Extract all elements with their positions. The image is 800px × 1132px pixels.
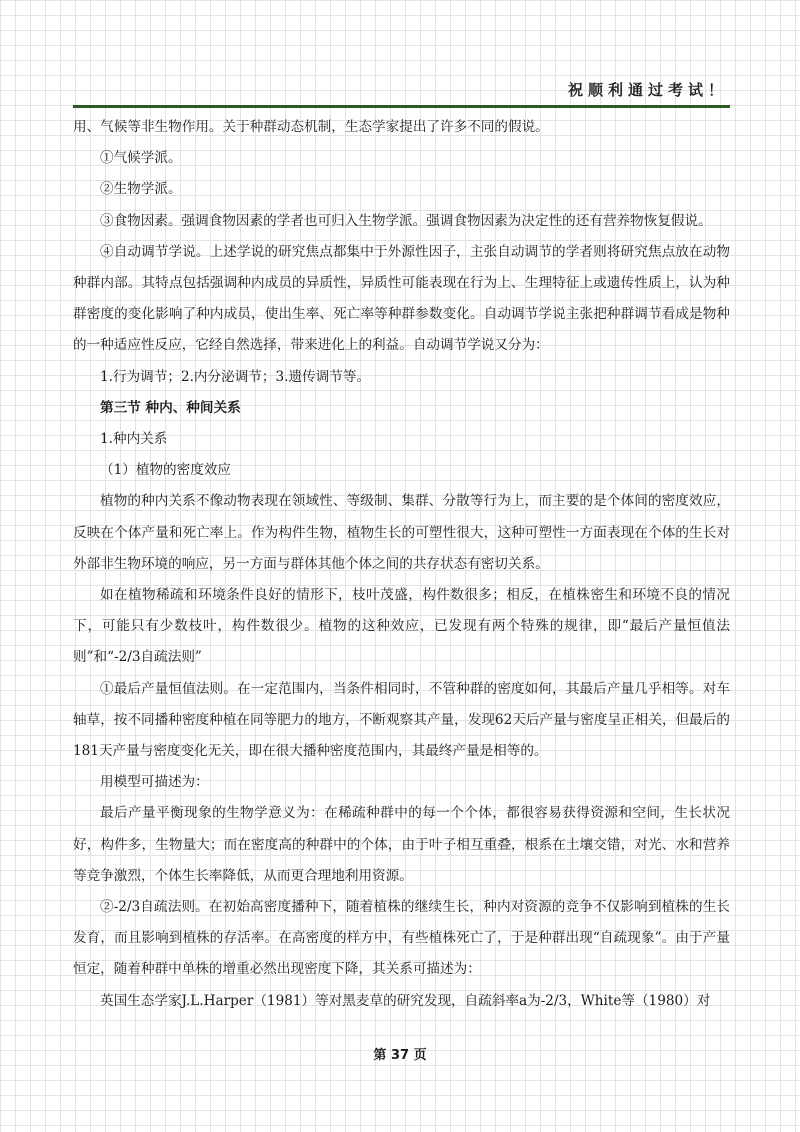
header-divider <box>73 105 730 108</box>
paragraph-constant-yield-law: ①最后产量恒值法则。在一定范围内，当条件相同时，不管种群的密度如何，其最后产量几乎相等。对车轴草，按不同播种密度种植在同等肥力的地方，不断观察其产量，发现62天后产量与密度呈正相关，但最后的181天产量与密度变化无关，即在很大播种密度范围内，其最终产量是相等的。 <box>73 680 730 760</box>
list-item-climate-school: ①气候学派。 <box>100 150 182 167</box>
paragraph-model-intro: 用模型可描述为： <box>100 774 209 791</box>
page-number: 第 37 页 <box>373 1048 427 1063</box>
subsection-heading: 1.种内关系 <box>100 431 168 448</box>
paragraph-two-laws: 如在植物稀疏和环境条件良好的情形下，枝叶茂盛，构件数很多；相反，在植株密生和环境不良的情况下，可能只有少数枝叶，构件数很少。植物的这种效应，已发现有两个特殊的规律，即“最后产量恒值法则”和“-2/3自疏法则” <box>73 587 730 666</box>
section-heading: 第三节 种内、种间关系 <box>100 399 241 416</box>
list-item-food-factor: ③食物因素。强调食物因素的学者也可归入生物学派。强调食物因素为决定性的还有营养物恢复假说。 <box>100 212 712 229</box>
list-item-self-regulation: ④自动调节学说。上述学说的研究焦点都集中于外源性因子，主张自动调节的学者则将研究焦点放在动物种群内部。其特点包括强调种内成员的异质性，异质性可能表现在行为上、生理特征上或遗传性质上，认为种群密度的变化影响了种内成员，使出生率、死亡率等种群参数变化。自动调节学说主张把种群调节看成是物种的一种适应性反应，它经自然选择，带来进化上的利益。自动调节学说又分为： <box>73 243 730 354</box>
list-item-biological-school: ②生物学派。 <box>100 181 182 198</box>
self-regulation-types: 1.行为调节；2.内分泌调节；3.遗传调节等。 <box>100 368 371 385</box>
subsubsection-heading: （1）植物的密度效应 <box>100 462 231 479</box>
paragraph-self-thinning-law: ②-2/3自疏法则。在初始高密度播种下，随着植株的继续生长，种内对资源的竞争不仅影响到植株的生长发育，而且影响到植株的存活率。在高密度的样方中，有些植株死亡了，于是种群出现“自疏现象”。由于产量恒定，随着种群中单株的增重必然出现密度下降，其关系可描述为： <box>73 899 730 978</box>
paragraph-density-effect: 植物的种内关系不像动物表现在领域性、等级制、集群、分散等行为上，而主要的是个体间的密度效应，反映在个体产量和死亡率上。作为构件生物，植物生长的可塑性很大，这种可塑性一方面表现在个体的生长对外部非生物环境的响应，另一方面与群体其他个体之间的共存状态有密切关系。 <box>73 493 730 572</box>
document-body <box>73 112 730 1017</box>
page-header-slogan: 祝顺利通过考试！ <box>567 81 728 99</box>
paragraph-biological-meaning: 最后产量平衡现象的生物学意义为：在稀疏种群中的每一个个体，都很容易获得资源和空间，生长状况好，构件多，生物量大；而在密度高的种群中的个体，由于叶子相互重叠，根系在土壤交错，对光、水和营养等竞争激烈，个体生长率降低，从而更合理地利用资源。 <box>73 805 730 884</box>
paragraph-harper-study: 英国生态学家J.L.Harper（1981）等对黑麦草的研究发现，自疏斜率a为-2/3，White等（1980）对 <box>100 992 711 1009</box>
paragraph-continuation: 用、气候等非生物作用。关于种群动态机制，生态学家提出了许多不同的假说。 <box>73 119 549 135</box>
